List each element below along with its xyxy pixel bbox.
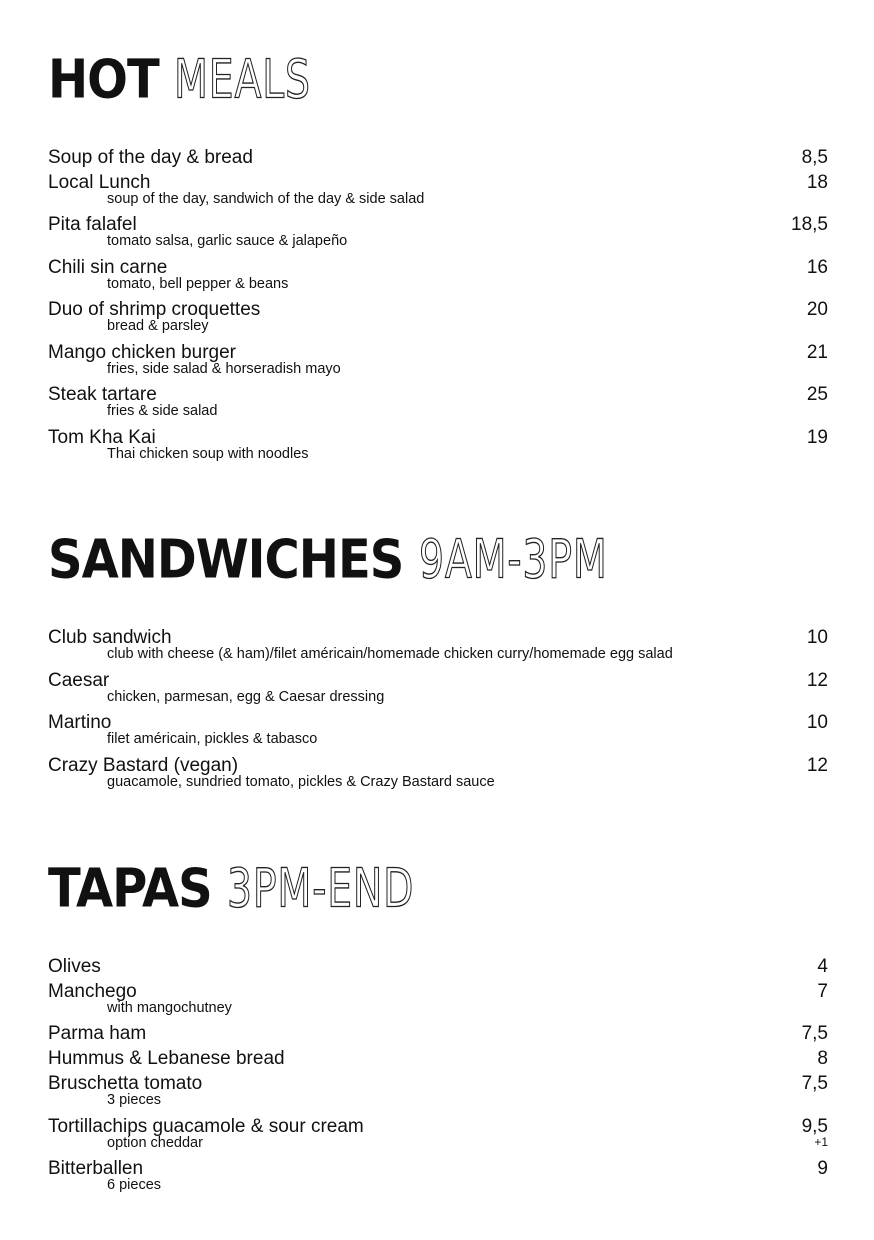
heading-outline-word: 9AM-3PM [419,528,608,592]
heading-outline-word: MEALS [174,48,312,112]
menu-item [48,426,828,463]
menu-item [48,298,828,335]
item-name: Martino [48,712,112,733]
item-description: tomato, bell pepper & beans [107,276,289,292]
item-price: 12 [806,755,828,776]
item-description: tomato salsa, garlic sauce & jalapeño [107,233,348,249]
section-hot-meals [48,48,828,462]
item-description: 6 pieces [107,1177,162,1193]
item-name: Tortillachips guacamole & sour cream [48,1116,364,1137]
item-description: club with cheese (& ham)/filet américain/homemade chicken curry/homemade egg salad [107,646,673,662]
menu-item [48,955,828,979]
menu-item [48,669,828,706]
item-price: 18,5 [791,214,828,235]
item-name: Bruschetta tomato [48,1073,203,1094]
menu-item [48,1157,828,1194]
section-tapas [48,857,828,1193]
item-price: 7 [817,981,828,1002]
menu-item [48,1115,828,1152]
item-description: fries, side salad & horseradish mayo [107,361,341,377]
item-name: Crazy Bastard (vegan) [48,755,239,776]
item-price: 8 [817,1048,828,1069]
item-price: 8,5 [801,147,828,168]
section-heading [48,859,828,919]
menu-item [48,754,828,791]
item-price: 16 [806,257,828,278]
item-name: Hummus & Lebanese bread [48,1048,285,1069]
menu-item [48,711,828,748]
item-price: 9 [817,1158,828,1179]
item-description: option cheddar [107,1135,203,1151]
item-name: Local Lunch [48,172,151,193]
menu-item [48,1022,828,1046]
item-price: 7,5 [801,1073,828,1094]
menu-item [48,256,828,293]
item-name: Manchego [48,981,137,1002]
item-price: 12 [806,670,828,691]
item-name: Club sandwich [48,627,172,648]
item-description: Thai chicken soup with noodles [107,446,309,462]
item-description: filet américain, pickles & tabasco [107,731,318,747]
item-name: Duo of shrimp croquettes [48,299,261,320]
item-price-extra: +1 [814,1135,828,1149]
item-price: 4 [817,956,828,977]
item-description: fries & side salad [107,403,218,419]
item-description: bread & parsley [107,318,209,334]
item-price: 25 [806,384,828,405]
item-price: 10 [806,712,828,733]
item-price: 18 [806,172,828,193]
item-name: Caesar [48,670,110,691]
section-heading [48,530,828,590]
menu-item [48,1047,828,1071]
item-name: Tom Kha Kai [48,427,156,448]
menu-item [48,626,828,663]
item-price: 19 [806,427,828,448]
item-description: soup of the day, sandwich of the day & side salad [107,191,425,207]
item-name: Soup of the day & bread [48,147,253,168]
item-price: 20 [806,299,828,320]
item-name: Chili sin carne [48,257,168,278]
menu-item [48,980,828,1017]
item-name: Parma ham [48,1023,147,1044]
item-name: Olives [48,956,101,977]
menu-item [48,1072,828,1109]
item-name: Bitterballen [48,1158,144,1179]
section-sandwiches [48,528,828,790]
item-price: 10 [806,627,828,648]
item-price: 9,5 [801,1116,828,1137]
menu-item [48,341,828,378]
section-heading [48,50,828,110]
item-description: 3 pieces [107,1092,162,1108]
menu-item [48,146,828,170]
item-description: with mangochutney [107,1000,232,1016]
heading-solid-word: TAPAS [48,857,212,921]
item-price: 21 [806,342,828,363]
menu-item [48,213,828,250]
item-name: Mango chicken burger [48,342,236,363]
heading-solid-word: HOT [48,48,159,112]
item-description: guacamole, sundried tomato, pickles & Crazy Bastard sauce [107,774,495,790]
item-price: 7,5 [801,1023,828,1044]
heading-solid-word: SANDWICHES [48,528,404,592]
menu-item [48,171,828,208]
heading-outline-word: 3PM-END [227,857,415,921]
menu-item [48,383,828,420]
item-description: chicken, parmesan, egg & Caesar dressing [107,689,385,705]
item-name: Steak tartare [48,384,157,405]
item-name: Pita falafel [48,214,137,235]
